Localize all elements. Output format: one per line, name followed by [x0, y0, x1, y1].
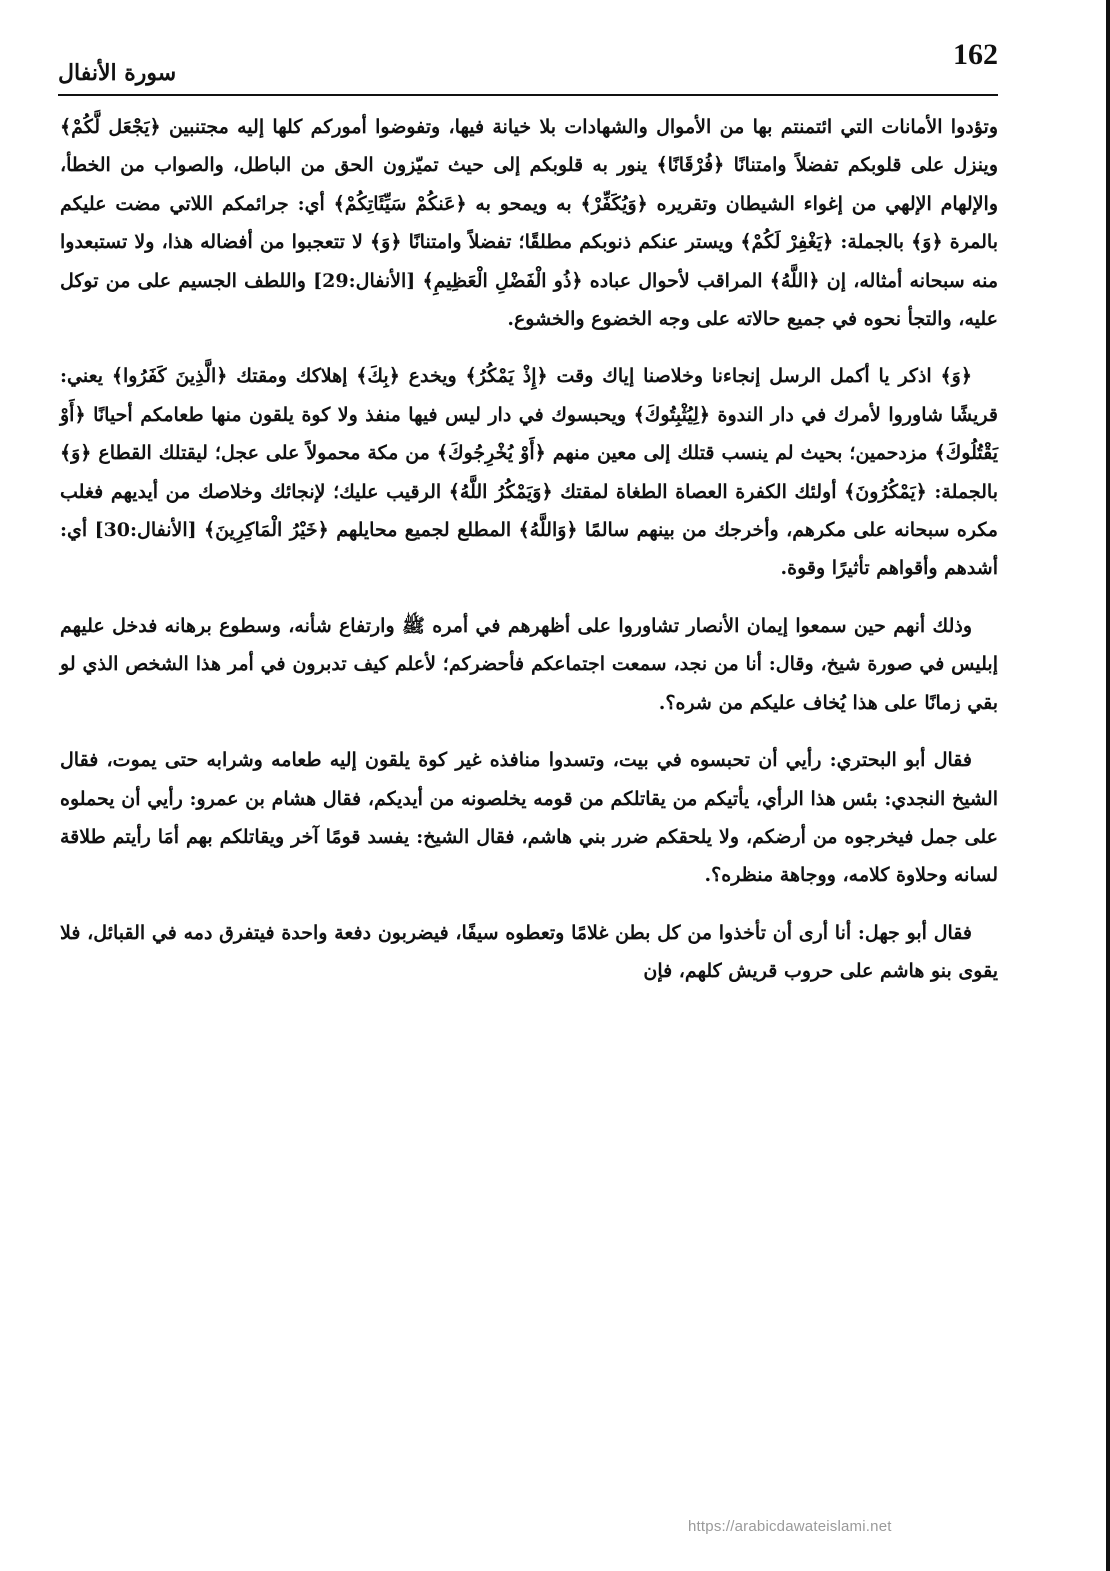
page-header	[58, 30, 998, 96]
paragraph-5: فقال أبو جهل: أنا أرى أن تأخذوا من كل بطن غلامًا وتعطوه سيفًا، فيضربون دفعة واحدة فيتفرق دمه في القبائل، فلا يقوى بنو هاشم على حروب قريش كلهم، فإن	[60, 921, 998, 983]
paragraph-2: ﴿وَ﴾ اذكر يا أكمل الرسل إنجاءنا وخلاصنا إياك وقت ﴿إِذْ يَمْكُرُ﴾ ويخدع ﴿بِكَ﴾ إهلاكك ومقتك ﴿الَّذِينَ كَفَرُوا﴾ يعني: قريشًا شاوروا لأمرك في دار الندوة ﴿لِيُثْبِتُوكَ﴾ ويحبسوك في دار ليس فيها منفذ ولا كوة يلقون منها طعامكم أحيانًا ﴿أَوْ يَقْتُلُوكَ﴾ مزدحمين؛ بحيث لم ينسب قتلك إلى معين منهم ﴿أَوْ يُخْرِجُوكَ﴾ من مكة محمولاً على عجل؛ ليقتلك القطاع ﴿وَ﴾ بالجملة: ﴿يَمْكُرُونَ﴾ أولئك الكفرة العصاة الطغاة لمقتك ﴿وَيَمْكُرُ اللَّهُ﴾ الرقيب عليك؛ لإنجائك وخلاصك من أيديهم فغلب مكره سبحانه على مكرهم، وأخرجك من بينهم سالمًا ﴿وَاللَّهُ﴾ المطلع لجميع محايلهم ﴿خَيْرُ الْمَاكِرِينَ﴾ [الأنفال:30] أي: أشدهم وأقواهم تأثيرًا وقوة.	[60, 365, 998, 580]
watermark-url: https://arabicdawateislami.net	[688, 1518, 892, 1535]
page-edge-divider	[1106, 0, 1110, 1571]
paragraph-1: وتؤدوا الأمانات التي ائتمنتم بها من الأموال والشهادات بلا خيانة فيها، وتفوضوا أموركم كلها إليه مجتنبين ﴿يَجْعَل لَّكُمْ﴾ وينزل على قلوبكم تفضلاً وامتنانًا ﴿فُرْقَانًا﴾ ينور به قلوبكم إلى حيث تميّزون الحق من الباطل، والصواب من الخطأ، والإلهام الإلهي من إغواء الشيطان وتقريره ﴿وَيُكَفِّرْ﴾ به ويمحو به ﴿عَنكُمْ سَيِّئَاتِكُمْ﴾ أي: جرائمكم اللاتي مضت عليكم بالمرة ﴿وَ﴾ بالجملة: ﴿يَغْفِرْ لَكُمْ﴾ ويستر عنكم ذنوبكم مطلقًا؛ تفضلاً وامتنانًا ﴿وَ﴾ لا تتعجبوا من أفضاله هذا، ولا تستبعدوا منه سبحانه أمثاله، إن ﴿اللَّهُ﴾ المراقب لأحوال عباده ﴿ذُو الْفَضْلِ الْعَظِيمِ﴾ [الأنفال:29] واللطف الجسيم على من توكل عليه، والتجأ نحوه في جميع حالاته على وجه الخضوع والخشوع.	[60, 116, 998, 331]
page-number: 162	[953, 38, 998, 71]
paragraph-4: فقال أبو البحتري: رأيي أن تحبسوه في بيت، وتسدوا منافذه غير كوة يلقون إليه طعامه وشرابه حتى يموت، فقال الشيخ النجدي: بئس هذا الرأي، يأتيكم من يقاتلكم من قومه يخلصونه من أيديكم، فقال هشام بن عمرو: رأيي أن يحملوه على جمل فيخرجوه من أرضكم، ولا يلحقكم ضرر بني هاشم، فقال الشيخ: يفسد قومًا آخر ويقاتلكم بهم أمَا رأيتم طلاقة لسانه وحلاوة كلامه، ووجاهة منظره؟.	[60, 749, 998, 887]
paragraph-3: وذلك أنهم حين سمعوا إيمان الأنصار تشاوروا على أظهرهم في أمره ﷺ وارتفاع شأنه، وسطوع برهانه فدخل عليهم إبليس في صورة شيخ، وقال: أنا من نجد، سمعت اجتماعكم فأحضركم؛ لأعلم كيف تدبرون في أمر هذا الشخص الذي لو بقي زمانًا على هذا يُخاف عليكم من شره؟.	[60, 614, 998, 714]
surah-title: سورة الأنفال	[58, 60, 177, 86]
page-body	[60, 108, 998, 991]
